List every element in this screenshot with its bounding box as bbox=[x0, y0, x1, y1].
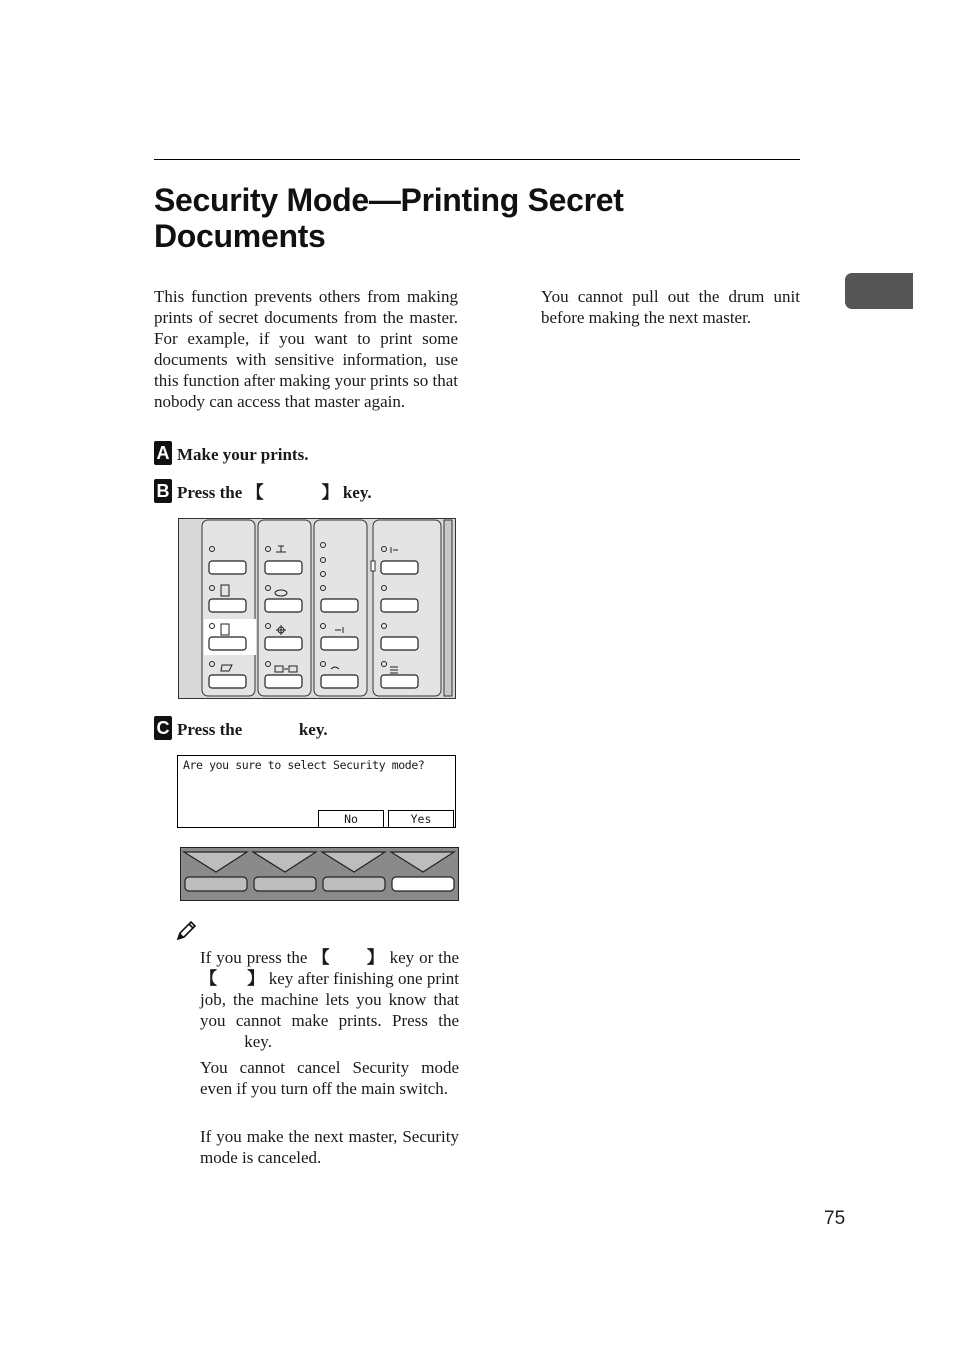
step-3-prefix: Press the bbox=[177, 720, 247, 739]
note-1-key2-open: 【 bbox=[200, 969, 218, 988]
note-1-key1-close: 】 bbox=[366, 948, 385, 967]
page-title: Security Mode—Printing Secret Documents bbox=[154, 182, 624, 254]
note-1 bbox=[200, 947, 459, 1052]
intro-paragraph: This function prevents others from making prints of secret documents from the master. For example, if you want to print some documents with sensitive information, use this function after making your prints so that nobody can access that master again. bbox=[154, 287, 458, 411]
step-2 bbox=[154, 478, 372, 503]
note-1-a: If you press the bbox=[200, 948, 313, 967]
lcd-display bbox=[177, 755, 456, 828]
step-3-suffix: key. bbox=[294, 720, 328, 739]
note-1-c: key after finishing one print job, the machine lets you know that you cannot make prints. Press the bbox=[200, 969, 460, 1030]
control-panel-illustration bbox=[178, 518, 456, 699]
step-3-badge: C bbox=[154, 716, 172, 740]
chapter-tab bbox=[845, 273, 913, 309]
step-1 bbox=[154, 441, 308, 465]
step-2-badge: B bbox=[154, 479, 172, 503]
step-2-key-open: 【 bbox=[246, 483, 264, 502]
step-3 bbox=[154, 716, 328, 740]
note-1-d: key. bbox=[240, 1032, 272, 1051]
note-1-key2-close: 】 bbox=[247, 969, 265, 988]
step-1-badge: A bbox=[154, 441, 172, 465]
note-1-key1-open: 【 bbox=[312, 948, 331, 967]
note-1-b: key or the bbox=[384, 948, 460, 967]
step-2-prefix: Press the bbox=[177, 483, 247, 502]
lcd-message: Are you sure to select Security mode? bbox=[183, 758, 425, 772]
note-2: You cannot cancel Security mode even if you turn off the main switch. bbox=[200, 1058, 459, 1098]
drum-unit-note: You cannot pull out the drum unit before making the next master. bbox=[541, 287, 800, 327]
pencil-note-icon bbox=[175, 920, 197, 942]
lcd-yes-button[interactable]: Yes bbox=[388, 810, 454, 827]
selection-keys-illustration bbox=[180, 847, 459, 901]
step-2-suffix: key. bbox=[338, 483, 372, 502]
step-2-key-close: 】 bbox=[321, 483, 339, 502]
note-3: If you make the next master, Security mode is canceled. bbox=[200, 1127, 459, 1167]
lcd-no-button[interactable]: No bbox=[318, 810, 384, 827]
step-1-text: Make your prints. bbox=[177, 445, 309, 464]
header-rule bbox=[154, 159, 800, 160]
page-number: 75 bbox=[824, 1208, 846, 1229]
